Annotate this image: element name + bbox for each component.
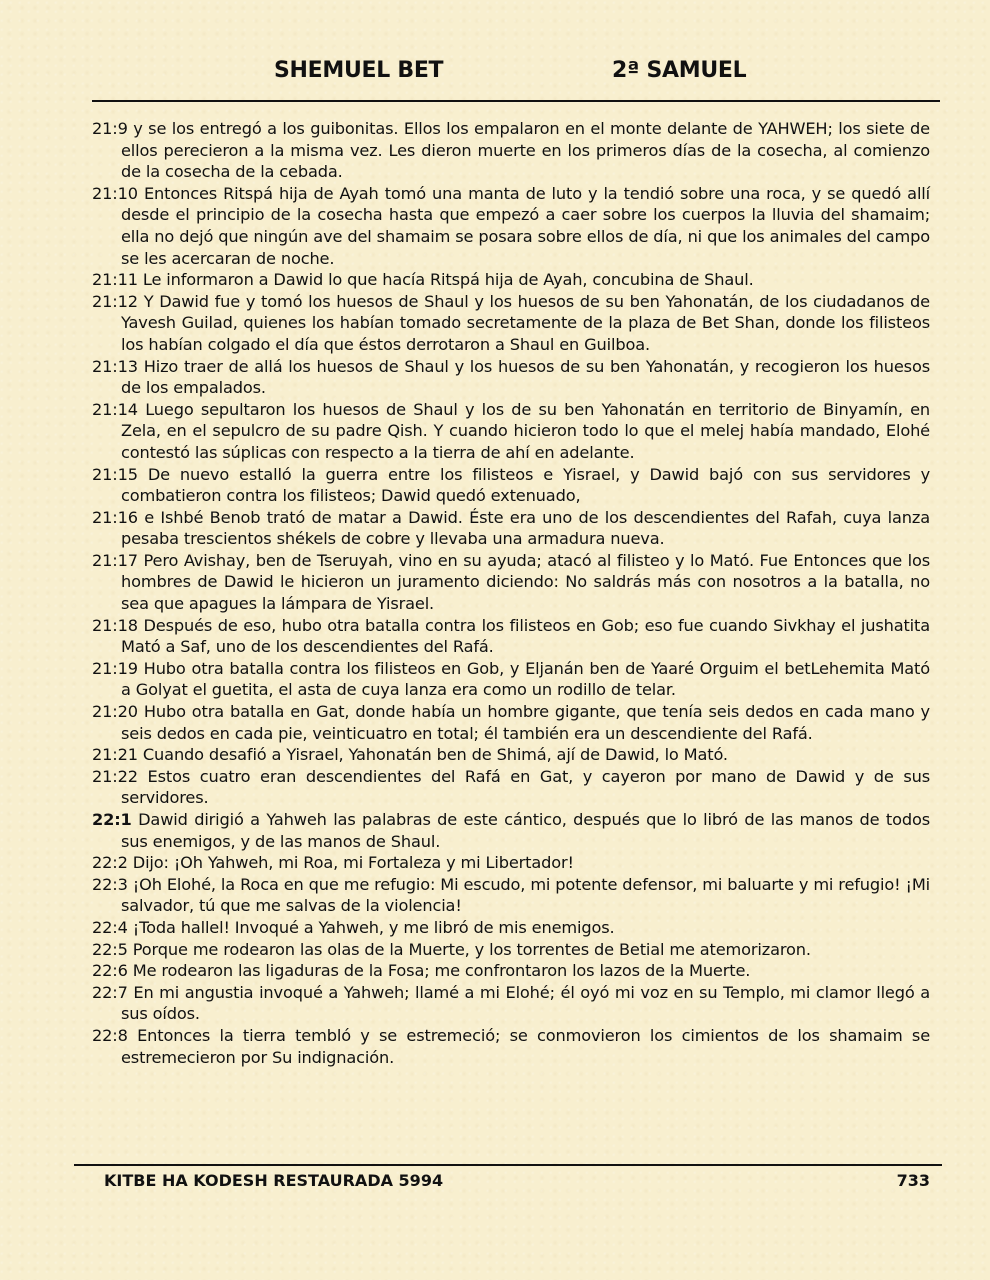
verse-text: Después de eso, hubo otra batalla contra los filisteos en Gob; eso fue cuando Sivkhay el jushatita Mató a Saf, uno de los descendientes del Rafá.	[121, 615, 930, 657]
verse-reference: 21:18	[92, 615, 138, 635]
verse-reference: 21:11	[92, 270, 138, 290]
verse-paragraph	[92, 960, 930, 982]
verse-reference: 21:21	[92, 745, 138, 765]
verse-text: Estos cuatro eran descendientes del Rafá en Gat, y cayeron por mano de Dawid y de sus servidores.	[121, 766, 931, 808]
verse-text: Entonces la tierra tembló y se estremeció; se conmovieron los cimientos de los shamaim se estremecieron por Su indignación.	[121, 1025, 931, 1067]
verse-reference: 22:7	[92, 982, 128, 1002]
verse-paragraph	[92, 356, 930, 399]
verse-paragraph	[92, 809, 930, 852]
verse-reference: 22:6	[92, 961, 128, 981]
verse-text: Entonces Ritspá hija de Ayah tomó una manta de luto y la tendió sobre una roca, y se quedó allí desde el principio de la cosecha hasta que empezó a caer sobre los cuerpos la lluvia del shamaim; ella no dejó que ningún ave del shamaim se posara sobre ellos de día, ni que los animales del campo se les acercaran de noche.	[121, 183, 930, 268]
verse-text: Dawid dirigió a Yahweh las palabras de este cántico, después que lo libró de las manos de todos sus enemigos, y de las manos de Shaul.	[121, 810, 930, 851]
verse-text: ¡Oh Elohé, la Roca en que me refugio: Mi escudo, mi potente defensor, mi baluarte y mi refugio! ¡Mi salvador, tú que me salvas de la violencia!	[121, 874, 930, 916]
verse-reference: 21:15	[92, 464, 138, 484]
page-header	[92, 58, 940, 98]
book-title-hebrew: SHEMUEL BET	[274, 58, 444, 83]
verse-text: Dijo: ¡Oh Yahweh, mi Roa, mi Fortaleza y mi Libertador!	[132, 853, 574, 873]
verse-paragraph	[92, 658, 930, 701]
verse-text: y se los entregó a los guibonitas. Ellos los empalaron en el monte delante de YAHWEH; los siete de ellos perecieron a la misma vez. Les dieron muerte en los primeros días de la cosecha, al comienzo de la cosecha de la cebada.	[121, 119, 930, 182]
page-number: 733	[896, 1171, 930, 1190]
verse-reference: 22:4	[92, 917, 128, 937]
verse-paragraph	[92, 852, 930, 874]
verse-text: Hubo otra batalla contra los filisteos en Gob, y Eljanán ben de Yaaré Orguim el betLehemita Mató a Golyat el guetita, el asta de cuya lanza era como un rodillo de telar.	[121, 658, 930, 700]
verse-reference: 21:9	[92, 119, 128, 138]
verse-text: Le informaron a Dawid lo que hacía Ritspá hija de Ayah, concubina de Shaul.	[142, 270, 754, 290]
verse-paragraph	[92, 269, 930, 291]
verse-reference: 21:19	[92, 658, 138, 678]
verse-paragraph	[92, 874, 930, 917]
verse-text: Pero Avishay, ben de Tseruyah, vino en su ayuda; atacó al filisteo y lo Mató. Fue Entonces que los hombres de Dawid le hicieron un juramento diciendo: No saldrás más con nosotros a la batalla, no sea que apagues la lámpara de Yisrael.	[121, 550, 931, 614]
verse-reference: 21:12	[92, 291, 138, 311]
verse-paragraph	[92, 183, 930, 269]
verse-paragraph	[92, 701, 930, 744]
verse-reference: 21:10	[92, 183, 138, 203]
verse-paragraph	[92, 399, 930, 464]
verse-reference: 22:8	[92, 1025, 128, 1045]
verse-text: En mi angustia invoqué a Yahweh; llamé a mi Elohé; él oyó mi voz en su Templo, mi clamor llegó a sus oídos.	[121, 982, 930, 1024]
verse-reference: 21:22	[92, 766, 138, 786]
verse-paragraph	[92, 917, 930, 939]
verse-paragraph	[92, 550, 930, 615]
verse-reference: 21:14	[92, 399, 138, 419]
verse-text: Hubo otra batalla en Gat, donde había un hombre gigante, que tenía seis dedos en cada mano y seis dedos en cada pie, veinticuatro en total; él también era un descendiente del Rafá.	[121, 702, 930, 743]
verse-reference: 22:3	[92, 874, 128, 894]
verse-reference: 22:5	[92, 939, 128, 959]
verse-paragraph	[92, 291, 930, 356]
verse-text: ¡Toda hallel! Invoqué a Yahweh, y me libró de mis enemigos.	[132, 917, 615, 937]
header-divider	[92, 100, 940, 102]
verse-paragraph	[92, 744, 930, 766]
verse-list	[92, 118, 930, 1068]
verse-paragraph	[92, 766, 930, 809]
verse-text: Y Dawid fue y tomó los huesos de Shaul y los huesos de su ben Yahonatán, de los ciudadanos de Yavesh Guilad, quienes los habían tomado secretamente de la plaza de Bet Shan, donde los filisteos los habían colgado el día que éstos derrotaron a Shaul en Guilboa.	[121, 291, 930, 354]
verse-paragraph	[92, 615, 930, 658]
verse-reference: 21:17	[92, 550, 138, 570]
verse-reference: 22:1	[92, 810, 132, 829]
verse-text: Cuando desafió a Yisrael, Yahonatán ben de Shimá, ají de Dawid, lo Mató.	[142, 745, 728, 765]
verse-reference: 21:20	[92, 702, 138, 722]
verse-reference: 22:2	[92, 853, 128, 873]
verse-paragraph	[92, 982, 930, 1025]
verse-text: Luego sepultaron los huesos de Shaul y los de su ben Yahonatán en territorio de Binyamín, en Zela, en el sepulcro de su padre Qish. Y cuando hicieron todo lo que el melej había mandado, Elohé contestó las súplicas con respecto a la tierra de ahí en adelante.	[121, 399, 931, 462]
verse-paragraph	[92, 1025, 930, 1068]
verse-paragraph	[92, 464, 930, 507]
verse-text: e Ishbé Benob trató de matar a Dawid. Éste era uno de los descendientes del Rafah, cuya lanza pesaba trescientos shékels de cobre y llevaba una armadura nueva.	[121, 507, 931, 549]
verse-text: De nuevo estalló la guerra entre los filisteos e Yisrael, y Dawid bajó con sus servidores y combatieron contra los filisteos; Dawid quedó extenuado,	[121, 464, 930, 506]
book-title-spanish: 2ª SAMUEL	[612, 58, 747, 83]
footer-publication: KITBE HA KODESH RESTAURADA 5994	[104, 1171, 444, 1190]
verse-paragraph	[92, 507, 930, 550]
footer-divider	[74, 1164, 942, 1166]
verse-paragraph	[92, 939, 930, 961]
verse-reference: 21:16	[92, 507, 138, 527]
verse-text: Porque me rodearon las olas de la Muerte, y los torrentes de Betial me atemorizaron.	[132, 939, 811, 959]
verse-reference: 21:13	[92, 356, 138, 376]
verse-paragraph	[92, 118, 930, 183]
verse-text: Me rodearon las ligaduras de la Fosa; me confrontaron los lazos de la Muerte.	[132, 961, 751, 981]
verse-text: Hizo traer de allá los huesos de Shaul y los huesos de su ben Yahonatán, y recogieron los huesos de los empalados.	[121, 356, 930, 398]
